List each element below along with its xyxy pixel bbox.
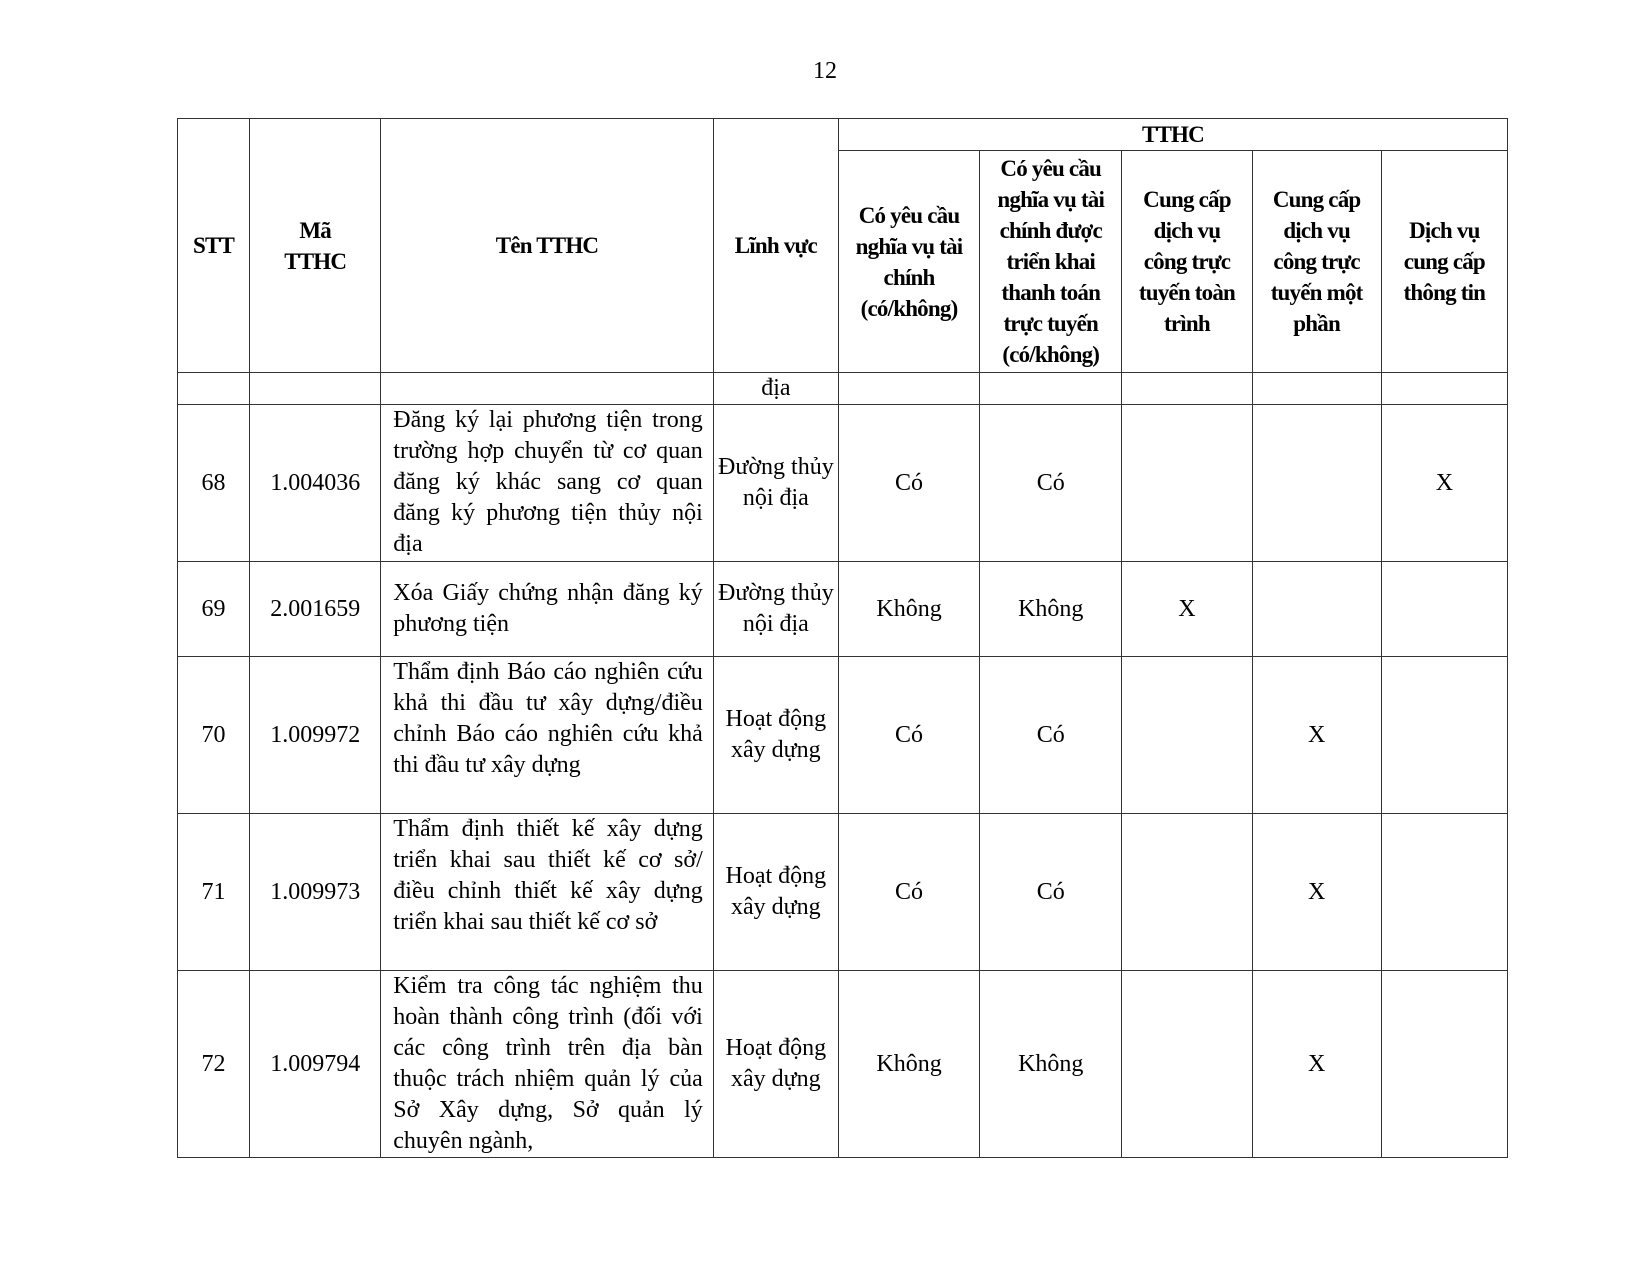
cell-ma-tthc: 1.009973 — [250, 814, 381, 971]
cell-linh-vuc: Hoạt động xây dựng — [713, 814, 838, 971]
cell-ten-tthc: Kiểm tra công tác nghiệm thu hoàn thành công trình (đối với các công trình trên địa bàn thuộc trách nhiệm quản lý của Sở Xây dựng, Sở quản lý chuyên ngành, — [381, 971, 713, 1158]
header-linh-vuc: Lĩnh vực — [713, 119, 838, 373]
cell-ten-tthc: Thẩm định thiết kế xây dựng triển khai sau thiết kế cơ sở/điều chỉnh thiết kế xây dựng triển khai sau thiết kế cơ sở — [381, 814, 713, 971]
cell-ten-tthc — [381, 373, 713, 405]
cell-nvtc-truc-tuyen: Không — [980, 562, 1122, 657]
cell-nvtc: Không — [838, 562, 979, 657]
cell-stt: 69 — [178, 562, 250, 657]
table-row — [178, 657, 1508, 814]
header-stt: STT — [178, 119, 250, 373]
cell-linh-vuc: Hoạt động xây dựng — [713, 971, 838, 1158]
table-header — [178, 119, 1508, 373]
cell-nvtc — [838, 373, 979, 405]
table-row — [178, 814, 1508, 971]
cell-mot-phan — [1252, 373, 1381, 405]
tthc-table — [177, 118, 1508, 1158]
cell-mot-phan: X — [1252, 971, 1381, 1158]
cell-stt: 68 — [178, 405, 250, 562]
cell-toan-trinh — [1122, 405, 1252, 562]
cell-ma-tthc — [250, 373, 381, 405]
cell-nvtc-truc-tuyen: Có — [980, 814, 1122, 971]
cell-toan-trinh — [1122, 814, 1252, 971]
page-number: 12 — [813, 58, 837, 84]
cell-nvtc-truc-tuyen: Có — [980, 657, 1122, 814]
cell-stt — [178, 373, 250, 405]
cell-linh-vuc: Hoạt động xây dựng — [713, 657, 838, 814]
cell-linh-vuc: Đường thủy nội địa — [713, 405, 838, 562]
cell-ma-tthc: 1.009794 — [250, 971, 381, 1158]
cell-ten-tthc: Đăng ký lại phương tiện trong trường hợp chuyển từ cơ quan đăng ký khác sang cơ quan đăng ký phương tiện thủy nội địa — [381, 405, 713, 562]
cell-nvtc: Có — [838, 405, 979, 562]
cell-toan-trinh — [1122, 971, 1252, 1158]
header-ma-tthc: Mã TTHC — [250, 119, 381, 373]
cell-stt: 70 — [178, 657, 250, 814]
cell-nvtc: Không — [838, 971, 979, 1158]
table-row — [178, 562, 1508, 657]
header-ten-tthc: Tên TTHC — [381, 119, 713, 373]
table-row — [178, 971, 1508, 1158]
cell-nvtc-truc-tuyen: Không — [980, 971, 1122, 1158]
cell-stt: 72 — [178, 971, 250, 1158]
header-co-yeu-cau-nvtc: Có yêu cầu nghĩa vụ tài chính (có/không) — [838, 151, 979, 373]
cell-mot-phan — [1252, 405, 1381, 562]
cell-toan-trinh — [1122, 657, 1252, 814]
header-dvc-toan-trinh: Cung cấp dịch vụ công trực tuyến toàn trình — [1122, 151, 1252, 373]
cell-thong-tin: X — [1381, 405, 1507, 562]
cell-thong-tin — [1381, 814, 1507, 971]
cell-nvtc-truc-tuyen: Có — [980, 405, 1122, 562]
table-body — [178, 373, 1508, 1158]
cell-nvtc: Có — [838, 657, 979, 814]
cell-ma-tthc: 2.001659 — [250, 562, 381, 657]
cell-nvtc: Có — [838, 814, 979, 971]
cell-linh-vuc: địa — [713, 373, 838, 405]
cell-ten-tthc: Xóa Giấy chứng nhận đăng ký phương tiện — [381, 562, 713, 657]
cell-thong-tin — [1381, 657, 1507, 814]
header-tthc-group: TTHC — [838, 119, 1507, 151]
cell-mot-phan: X — [1252, 814, 1381, 971]
cell-thong-tin — [1381, 971, 1507, 1158]
cell-mot-phan: X — [1252, 657, 1381, 814]
header-dvc-mot-phan: Cung cấp dịch vụ công trực tuyến một phần — [1252, 151, 1381, 373]
cell-nvtc-truc-tuyen — [980, 373, 1122, 405]
cell-ten-tthc: Thẩm định Báo cáo nghiên cứu khả thi đầu tư xây dựng/điều chỉnh Báo cáo nghiên cứu khả thi đầu tư xây dựng — [381, 657, 713, 814]
header-dv-cung-cap-thong-tin: Dịch vụ cung cấp thông tin — [1381, 151, 1507, 373]
cell-ma-tthc: 1.009972 — [250, 657, 381, 814]
cell-mot-phan — [1252, 562, 1381, 657]
cell-ma-tthc: 1.004036 — [250, 405, 381, 562]
cell-toan-trinh — [1122, 373, 1252, 405]
cell-stt: 71 — [178, 814, 250, 971]
header-nvtc-thanh-toan-truc-tuyen: Có yêu cầu nghĩa vụ tài chính được triển khai thanh toán trực tuyến (có/không) — [980, 151, 1122, 373]
table-row — [178, 405, 1508, 562]
cell-toan-trinh: X — [1122, 562, 1252, 657]
cell-thong-tin — [1381, 562, 1507, 657]
cell-thong-tin — [1381, 373, 1507, 405]
table-row-continuation — [178, 373, 1508, 405]
cell-linh-vuc: Đường thủy nội địa — [713, 562, 838, 657]
